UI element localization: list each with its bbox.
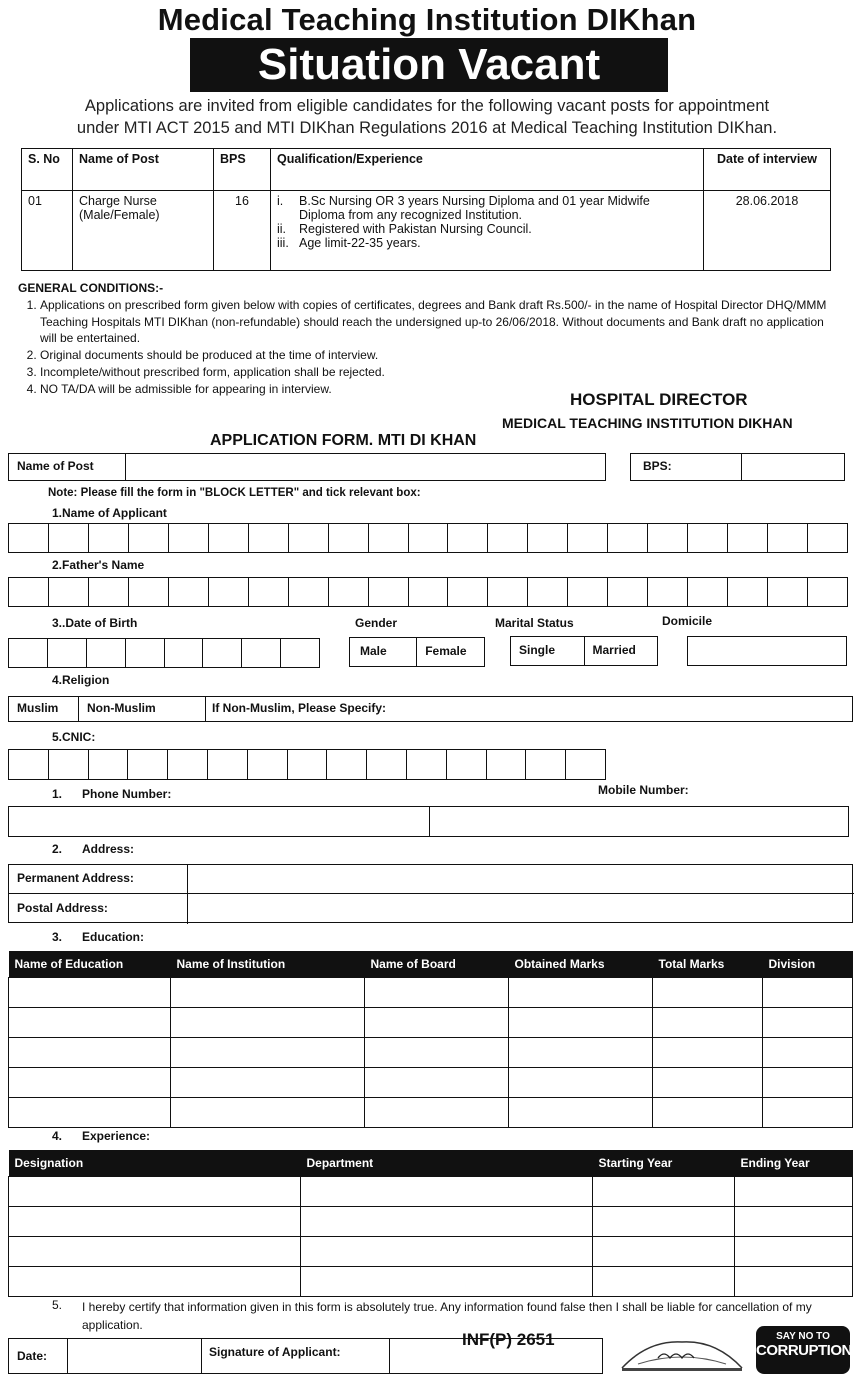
col-sno: S. No <box>22 149 73 191</box>
date-label: Date: <box>17 1349 48 1363</box>
edu-col: Name of Board <box>365 951 509 978</box>
phone-input[interactable] <box>8 806 430 837</box>
father-name-label: 2.Father's Name <box>52 558 145 572</box>
address-label: Address: <box>82 842 135 856</box>
phone-label: Phone Number: <box>82 787 172 801</box>
qual-3: Age limit-22-35 years. <box>299 236 421 250</box>
general-conditions <box>18 280 838 398</box>
date-input[interactable] <box>69 1339 199 1373</box>
row-qualification <box>271 191 704 271</box>
row-bps: 16 <box>214 191 271 271</box>
page-title: Medical Teaching Institution DIKhan <box>157 2 697 37</box>
education-label: Education: <box>82 930 144 944</box>
permanent-address-input[interactable] <box>189 865 852 892</box>
table-row[interactable] <box>9 1267 853 1297</box>
experience-label: Experience: <box>82 1129 151 1143</box>
government-logo <box>618 1330 746 1374</box>
experience-num: 4. <box>52 1129 63 1143</box>
intro-line-2: under MTI ACT 2015 and MTI DIKhan Regulations 2016 at Medical Teaching Institution DIKhan. <box>76 119 778 137</box>
religion-label: 4.Religion <box>52 673 110 687</box>
marital-married-option[interactable]: Married <box>584 636 659 666</box>
gender-boxes[interactable] <box>349 637 485 667</box>
col-name: Name of Post <box>73 149 214 191</box>
table-row[interactable] <box>9 1038 853 1068</box>
marital-label: Marital Status <box>495 616 574 630</box>
education-num: 3. <box>52 930 63 944</box>
permanent-address-label: Permanent Address: <box>17 871 134 885</box>
corruption-stamp <box>756 1326 850 1374</box>
address-num: 2. <box>52 842 63 856</box>
edu-col: Division <box>763 951 853 978</box>
posts-table <box>21 148 831 271</box>
row-sno: 01 <box>22 191 73 271</box>
stamp-bottom: CORRUPTION <box>756 1342 852 1359</box>
qual-2-num: ii. <box>277 222 287 236</box>
edu-col: Obtained Marks <box>509 951 653 978</box>
domicile-label: Domicile <box>662 614 713 628</box>
conditions-heading: GENERAL CONDITIONS:- <box>18 281 164 295</box>
table-row[interactable] <box>9 1177 853 1207</box>
signature-row <box>8 1338 603 1374</box>
table-row[interactable] <box>9 1008 853 1038</box>
bps-label: BPS: <box>643 459 672 473</box>
bps-field[interactable] <box>630 453 845 481</box>
certify-num: 5. <box>52 1298 63 1312</box>
applicant-name-boxes[interactable] <box>8 523 848 553</box>
religion-muslim-option[interactable]: Muslim <box>8 696 78 722</box>
name-of-post-field[interactable] <box>8 453 606 481</box>
intro-text <box>6 95 848 139</box>
table-row[interactable] <box>9 1068 853 1098</box>
table-row[interactable] <box>9 1237 853 1267</box>
exp-col: Designation <box>9 1150 301 1177</box>
gender-female-option[interactable]: Female <box>416 637 485 667</box>
row-date: 28.06.2018 <box>704 191 831 271</box>
table-row[interactable] <box>9 1098 853 1128</box>
father-name-boxes[interactable] <box>8 577 848 607</box>
form-heading: APPLICATION FORM. MTI DI KHAN <box>210 432 477 449</box>
mobile-label: Mobile Number: <box>598 783 689 797</box>
table-row[interactable] <box>9 1207 853 1237</box>
inf-number: INF(P) 2651 <box>462 1330 555 1349</box>
condition-item: 2. Original documents should be produced at the time of interview. <box>40 347 838 364</box>
condition-item: 3. Incomplete/without prescribed form, application shall be rejected. <box>40 364 838 381</box>
education-table <box>8 951 853 1128</box>
postal-address-input[interactable] <box>189 895 852 922</box>
col-bps: BPS <box>214 149 271 191</box>
phone-num: 1. <box>52 787 63 801</box>
situation-vacant-banner: Situation Vacant <box>190 38 668 92</box>
qual-3-num: iii. <box>277 236 289 250</box>
dob-boxes[interactable] <box>8 638 320 668</box>
signature-label: Signature of Applicant: <box>209 1345 341 1359</box>
religion-specify-label: If Non-Muslim, Please Specify: <box>212 701 387 715</box>
exp-col: Starting Year <box>593 1150 735 1177</box>
col-qualification: Qualification/Experience <box>271 149 704 191</box>
logo-icon <box>618 1330 746 1374</box>
table-row[interactable] <box>9 978 853 1008</box>
cnic-label: 5.CNIC: <box>52 730 96 744</box>
condition-item: 1. Applications on prescribed form given below with copies of certificates, degrees and Bank draft Rs.500/- in the name of Hospital Director DHQ/MMM Teaching Hospitals MTI DIKhan (non-refundable) should reach the undersigned up-to 26/06/2018. Without documents and Bank draft no application will be entertained. <box>40 297 838 347</box>
table-row <box>22 191 831 271</box>
domicile-field[interactable] <box>687 636 847 666</box>
religion-boxes[interactable] <box>8 696 206 722</box>
mobile-input[interactable] <box>429 806 849 837</box>
signatory-title: HOSPITAL DIRECTOR <box>570 390 748 409</box>
experience-table <box>8 1150 853 1297</box>
qual-1: B.Sc Nursing OR 3 years Nursing Diploma and 01 year Midwife Diploma from any recognized Institution. <box>299 194 650 222</box>
col-date: Date of interview <box>704 149 831 191</box>
signatory-org: MEDICAL TEACHING INSTITUTION DIKHAN <box>502 415 793 431</box>
gender-label: Gender <box>355 616 398 630</box>
cnic-boxes[interactable] <box>8 749 606 780</box>
row-name: Charge Nurse (Male/Female) <box>73 191 214 271</box>
qual-2: Registered with Pakistan Nursing Council. <box>299 222 532 236</box>
form-note: Note: Please fill the form in "BLOCK LETTER" and tick relevant box: <box>48 487 421 499</box>
religion-non-muslim-option[interactable]: Non-Muslim <box>78 696 206 722</box>
exp-col: Department <box>301 1150 593 1177</box>
dob-label: 3..Date of Birth <box>52 616 138 630</box>
condition-item: 4. NO TA/DA will be admissible for appearing in interview. <box>40 381 838 398</box>
name-of-post-label: Name of Post <box>8 453 126 481</box>
applicant-name-label: 1.Name of Applicant <box>52 506 167 520</box>
intro-line-1: Applications are invited from eligible candidates for the following vacant posts for appointment <box>84 97 770 115</box>
stamp-top: SAY NO TO <box>776 1331 830 1342</box>
certify-text: I hereby certify that information given in this form is absolutely true. Any information found false then I shall be liable for cancellation of my application. <box>82 1300 812 1332</box>
marital-boxes[interactable] <box>510 636 658 666</box>
edu-col: Name of Education <box>9 951 171 978</box>
edu-col: Name of Institution <box>171 951 365 978</box>
exp-col: Ending Year <box>735 1150 853 1177</box>
gender-male-option[interactable]: Male <box>349 637 416 667</box>
signature-input[interactable] <box>391 1339 601 1373</box>
edu-col: Total Marks <box>653 951 763 978</box>
postal-address-label: Postal Address: <box>17 901 108 915</box>
address-box <box>8 864 853 923</box>
marital-single-option[interactable]: Single <box>510 636 584 666</box>
qual-1-num: i. <box>277 194 284 208</box>
